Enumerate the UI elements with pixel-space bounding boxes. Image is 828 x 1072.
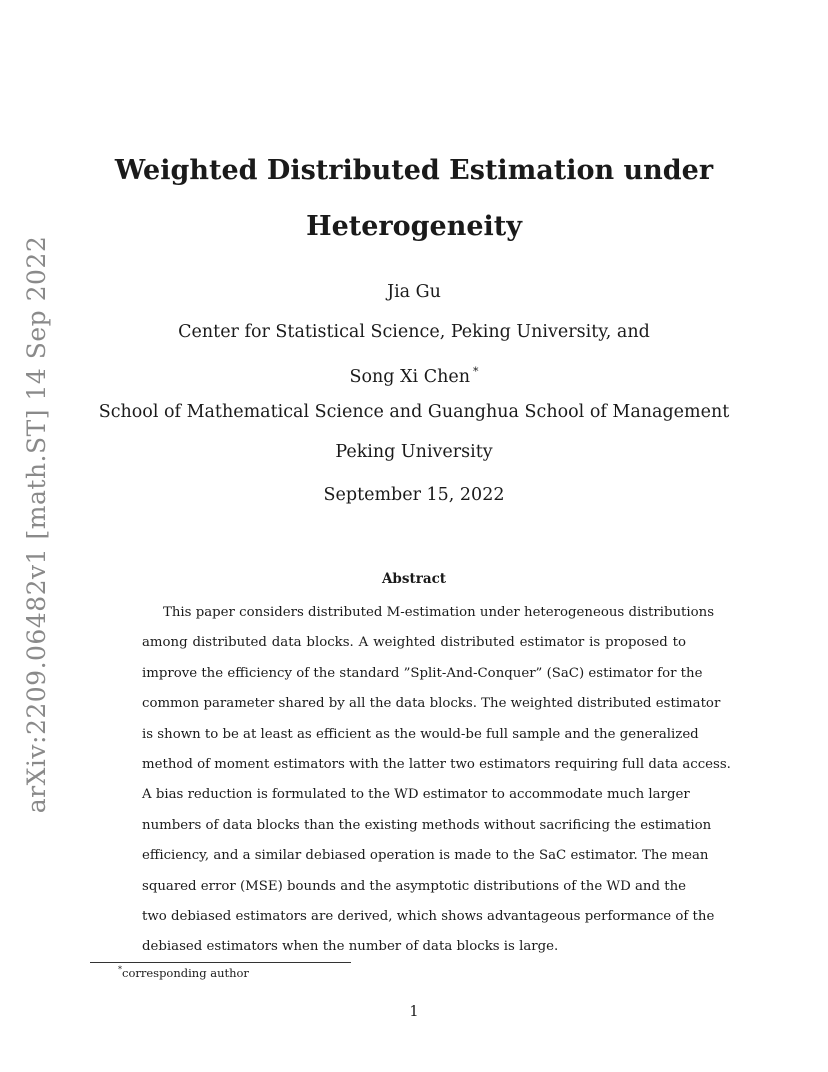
arxiv-identifier-text: arXiv:2209.06482v1 [math.ST] 14 Sep 2022 xyxy=(22,235,52,813)
footnote-mark: * xyxy=(118,965,122,974)
abstract-body xyxy=(142,601,731,966)
abstract-line: among distributed data blocks. A weighted distributed estimator is proposed to xyxy=(142,635,686,651)
abstract-line: numbers of data blocks than the existing methods without sacrificing the estimation xyxy=(142,817,712,833)
abstract-line: This paper considers distributed M-estimation under heterogeneous distributions xyxy=(163,605,715,620)
abstract-line: is shown to be at least as efficient as the would-be full sample and the generalized xyxy=(142,726,699,742)
author-2-name: Song Xi Chen xyxy=(349,366,470,387)
abstract-line: common parameter shared by all the data blocks. The weighted distributed estimator xyxy=(142,696,721,712)
title-line-2: Heterogeneity xyxy=(306,211,522,242)
paper-date: September 15, 2022 xyxy=(323,485,505,505)
abstract-line: improve the efficiency of the standard ”Split-And-Conquer” (SaC) estimator for the xyxy=(142,665,703,681)
footnote xyxy=(118,965,249,980)
abstract-line: method of moment estimators with the latter two estimators requiring full data access. xyxy=(142,756,731,772)
abstract-heading: Abstract xyxy=(381,571,447,587)
arxiv-identifier-stamp xyxy=(16,235,58,813)
page-number: 1 xyxy=(409,1004,419,1020)
abstract-line: A bias reduction is formulated to the WD estimator to accommodate much larger xyxy=(142,787,690,803)
author-1-affiliation: Center for Statistical Science, Peking University, and xyxy=(178,322,650,342)
author-2-affiliation-line-1: School of Mathematical Science and Guanghua School of Management xyxy=(98,402,730,422)
abstract-line: two debiased estimators are derived, which shows advantageous performance of the xyxy=(142,908,715,924)
title-line-1: Weighted Distributed Estimation under xyxy=(114,155,714,186)
footnote-text: corresponding author xyxy=(122,965,249,980)
author-2-footnote-mark: * xyxy=(472,365,479,378)
author-1-name: Jia Gu xyxy=(387,282,441,302)
author-2 xyxy=(60,361,768,388)
footnote-divider xyxy=(90,962,351,963)
abstract-line: efficiency, and a similar debiased operation is made to the SaC estimator. The mean xyxy=(142,848,709,864)
author-2-affiliation-line-2: Peking University xyxy=(335,442,493,462)
abstract-line: debiased estimators when the number of data blocks is large. xyxy=(142,939,559,955)
abstract-line: squared error (MSE) bounds and the asymptotic distributions of the WD and the xyxy=(142,878,686,894)
paper-title xyxy=(90,143,738,255)
